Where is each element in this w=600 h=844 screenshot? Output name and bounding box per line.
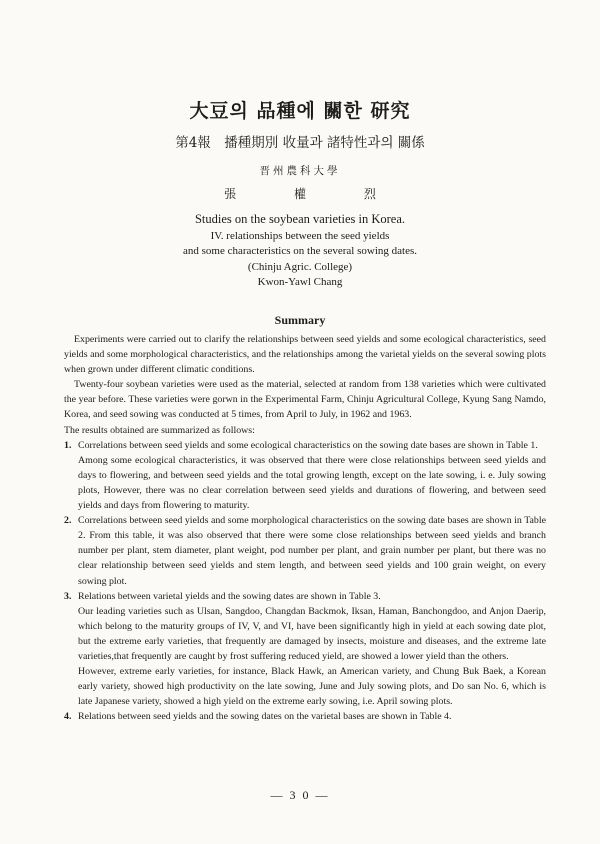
result-item-3-detail-1: Our leading varieties such as Ulsan, Sangdoo, Changdan Backmok, Iksan, Haman, Banchongdoo, and Anjon Daerip, which belong to the maturity groups of IV, V, and VI, have been significantly high in yield at each sowing date plot, but the extreme early varieties, that frequently are damaged by insects, moisture and diseases, and the extreme late varieties,that frequently are caught by frost suffering reduced yield, are showed a lower yield than the others. xyxy=(78,605,546,662)
page-number: — 3 0 — xyxy=(270,788,330,802)
summary-paragraph-3: The results obtained are summarized as follows: xyxy=(64,424,255,436)
summary-body xyxy=(64,332,546,724)
summary-paragraph-2: Twenty-four soybean varieties were used as the material, selected at random from 138 varieties which were cultivated the year before. These varieties were gorwn in the Experimental Farm, Chinju Agricultural College, Kyung Sang Namdo, Korea, and seed sowing was conducted at 5 times, from April to July, in 1962 and 1963. xyxy=(64,379,546,421)
author-korean xyxy=(0,185,600,202)
english-author: Kwon-Yawl Chang xyxy=(257,276,343,288)
english-title: Studies on the soybean varieties in Korea. xyxy=(194,212,406,226)
result-item-number: 1. xyxy=(64,439,72,451)
summary-heading: Summary xyxy=(274,313,326,327)
result-item-4 xyxy=(64,709,546,724)
result-item-text: Correlations between seed yields and some ecological characteristics on the sowing date bases are shown in Table 1. xyxy=(78,439,538,451)
result-item-number: 2. xyxy=(64,515,72,527)
result-item-2 xyxy=(64,513,546,588)
english-title-block xyxy=(0,212,600,291)
result-item-text: Correlations between seed yields and some morphological characteristics on the sowing date bases are shown in Table 2. From this table, it was also observed that there were some close relationships between seed yields and branch number per plant, stem diameter, plant weight, pod number per plant, and grain number per plant, but there was no clear relationship between seed yields and stem length, and between seed yields and 100 grain weight, on every sowing plot. xyxy=(78,515,546,587)
paper-title-korean: 大豆의 品種에 關한 研究 xyxy=(189,100,411,122)
result-item-number: 4. xyxy=(64,711,72,723)
result-item-1 xyxy=(64,438,546,453)
result-item-3-detail-2: However, extreme early varieties, for instance, Black Hawk, an American variety, and Chung Buk Baek, a Korean early variety, showed high productivity on the late sowing, June and July sowing plots, and Do san No. 6, which is late Japanese variety, showed a high yield on the extreme early sowing, i.e. April sowing plots. xyxy=(78,666,546,708)
result-item-text: Relations between seed yields and the sowing dates on the varietal bases are shown in Table 4. xyxy=(78,711,452,723)
result-item-number: 3. xyxy=(64,590,72,602)
english-affiliation: (Chinju Agric. College) xyxy=(247,260,353,273)
author-char-1: 張 xyxy=(224,187,237,201)
english-subtitle-2: and some characteristics on the several sowing dates. xyxy=(183,245,417,257)
author-char-2: 權 xyxy=(293,187,306,201)
paper-subtitle-korean: 第4報 播種期別 收量과 諸特性과의 關係 xyxy=(175,135,425,151)
result-item-3 xyxy=(64,589,546,604)
institution-korean: 晋州農科大學 xyxy=(259,165,341,177)
result-item-1-detail: Among some ecological characteristics, it was observed that there were close relationships between seed yields and days to flowering, and between seed yields and the total growing length, except on the late sowing, i. e. July sowing plots, However, there was no clear correlation between seed yields and durations of flowering, and between seed yields and days from flowering to maturity. xyxy=(78,454,546,512)
english-subtitle-1: IV. relationships between the seed yields xyxy=(210,229,390,242)
summary-paragraph-1: Experiments were carried out to clarify the relationships between seed yields and some ecological characteristics, seed yields and some morphological characteristics, and the relationships among the varietal yields on the several sowing plots when grown under different climatic conditions. xyxy=(64,334,546,376)
result-item-text: Relations between varietal yields and the sowing dates are shown in Table 3. xyxy=(78,590,381,602)
author-char-3: 烈 xyxy=(363,187,376,201)
